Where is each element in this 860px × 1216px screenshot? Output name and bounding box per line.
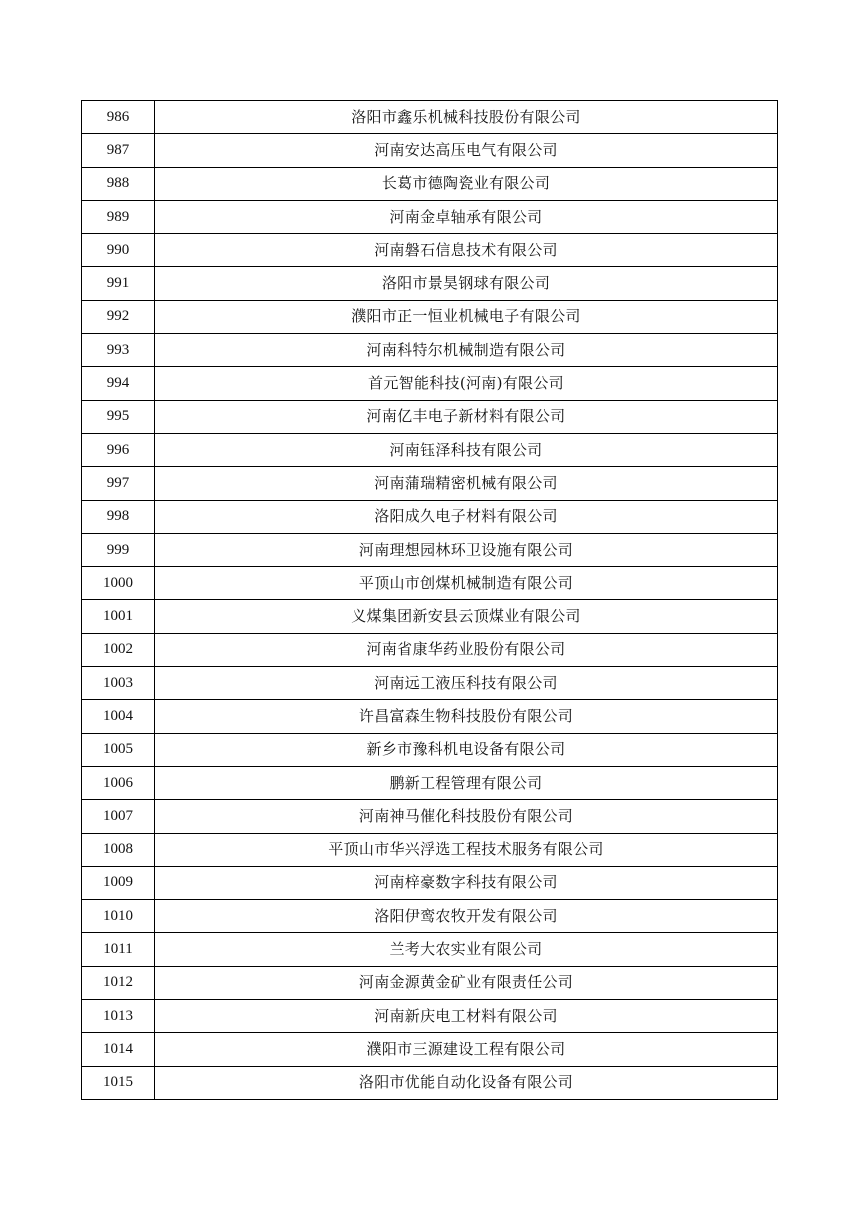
company-name: 平顶山市创煤机械制造有限公司 [155,567,778,600]
table-row [82,167,778,200]
row-number: 990 [82,234,155,267]
row-number: 1003 [82,667,155,700]
table-row [82,533,778,566]
company-name: 河南神马催化科技股份有限公司 [155,800,778,833]
row-number: 994 [82,367,155,400]
row-number: 986 [82,101,155,134]
row-number: 988 [82,167,155,200]
company-name: 洛阳市优能自动化设备有限公司 [155,1066,778,1099]
row-number: 1012 [82,966,155,999]
table-row [82,766,778,799]
table-row [82,966,778,999]
table-row [82,800,778,833]
row-number: 1005 [82,733,155,766]
table-row [82,1000,778,1033]
table-row [82,833,778,866]
table-row [82,200,778,233]
company-name: 河南蒲瑞精密机械有限公司 [155,467,778,500]
company-name: 长葛市德陶瓷业有限公司 [155,167,778,200]
table-row [82,134,778,167]
company-name: 河南理想园林环卫设施有限公司 [155,533,778,566]
row-number: 1006 [82,766,155,799]
table-row [82,234,778,267]
table-row [82,700,778,733]
row-number: 1000 [82,567,155,600]
table-row [82,433,778,466]
company-name: 平顶山市华兴浮选工程技术服务有限公司 [155,833,778,866]
table-row [82,900,778,933]
company-name: 洛阳伊鸾农牧开发有限公司 [155,900,778,933]
row-number: 997 [82,467,155,500]
row-number: 991 [82,267,155,300]
table-row [82,567,778,600]
row-number: 1011 [82,933,155,966]
row-number: 1004 [82,700,155,733]
table-row [82,600,778,633]
company-name: 河南梓豪数字科技有限公司 [155,866,778,899]
company-list-table [81,100,778,1100]
row-number: 1001 [82,600,155,633]
company-name: 河南亿丰电子新材料有限公司 [155,400,778,433]
row-number: 998 [82,500,155,533]
row-number: 987 [82,134,155,167]
company-name: 河南省康华药业股份有限公司 [155,633,778,666]
company-name: 许昌富森生物科技股份有限公司 [155,700,778,733]
company-name: 洛阳市景昊钢球有限公司 [155,267,778,300]
table-row [82,500,778,533]
company-name: 新乡市豫科机电设备有限公司 [155,733,778,766]
company-name: 洛阳市鑫乐机械科技股份有限公司 [155,101,778,134]
table-row [82,1066,778,1099]
table-row [82,1033,778,1066]
table-row [82,400,778,433]
company-name: 濮阳市三源建设工程有限公司 [155,1033,778,1066]
company-name: 首元智能科技(河南)有限公司 [155,367,778,400]
company-name: 河南金卓轴承有限公司 [155,200,778,233]
table-row [82,467,778,500]
row-number: 993 [82,334,155,367]
row-number: 1014 [82,1033,155,1066]
table-row [82,334,778,367]
row-number: 1002 [82,633,155,666]
company-name: 河南钰泽科技有限公司 [155,433,778,466]
row-number: 1009 [82,866,155,899]
row-number: 996 [82,433,155,466]
table-row [82,101,778,134]
company-name: 河南远工液压科技有限公司 [155,667,778,700]
table-row [82,300,778,333]
company-name: 濮阳市正一恒业机械电子有限公司 [155,300,778,333]
row-number: 1013 [82,1000,155,1033]
table-row [82,367,778,400]
table-row [82,267,778,300]
company-name: 河南安达高压电气有限公司 [155,134,778,167]
company-name: 河南新庆电工材料有限公司 [155,1000,778,1033]
company-name: 兰考大农实业有限公司 [155,933,778,966]
row-number: 1015 [82,1066,155,1099]
row-number: 999 [82,533,155,566]
table-row [82,733,778,766]
company-name: 鹏新工程管理有限公司 [155,766,778,799]
table-row [82,866,778,899]
company-name: 洛阳成久电子材料有限公司 [155,500,778,533]
table-row [82,667,778,700]
company-name: 河南磐石信息技术有限公司 [155,234,778,267]
company-name: 义煤集团新安县云顶煤业有限公司 [155,600,778,633]
row-number: 1010 [82,900,155,933]
table-row [82,633,778,666]
table-body [82,101,778,1100]
row-number: 989 [82,200,155,233]
company-name: 河南金源黄金矿业有限责任公司 [155,966,778,999]
row-number: 995 [82,400,155,433]
row-number: 992 [82,300,155,333]
table-row [82,933,778,966]
company-name: 河南科特尔机械制造有限公司 [155,334,778,367]
row-number: 1008 [82,833,155,866]
row-number: 1007 [82,800,155,833]
